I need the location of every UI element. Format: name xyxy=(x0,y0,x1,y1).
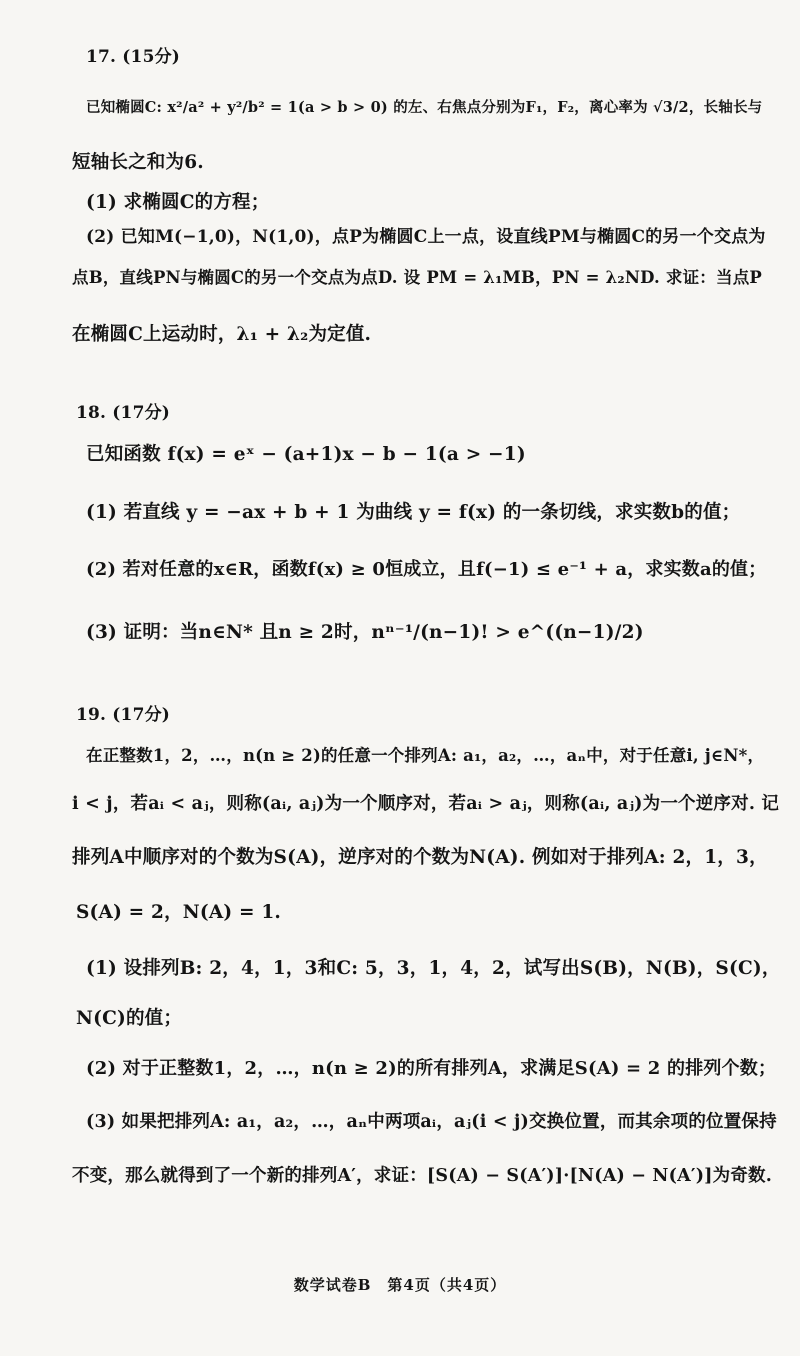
problem-17-part-2: (2) 已知M(−1,0)，N(1,0)，点P为椭圆C上一点，设直线PM与椭圆C的另一个交点为 xyxy=(86,227,766,247)
problem-19-line-1: 在正整数1，2，…，n(n ≥ 2)的任意一个排列A: a₁，a₂，…，aₙ中，对于任意i, j∈N*， xyxy=(86,746,765,765)
problem-19-part-1-cont: N(C)的值； xyxy=(76,1008,183,1029)
problem-18-line-1: 已知函数 f(x) = eˣ − (a+1)x − b − 1(a > −1) xyxy=(86,444,526,465)
problem-19-line-2: i < j，若aᵢ < aⱼ，则称(aᵢ, aⱼ)为一个顺序对，若aᵢ > aⱼ，则称(aᵢ, aⱼ)为一个逆序对. 记 xyxy=(72,794,780,814)
problem-19-line-4: S(A) = 2，N(A) = 1. xyxy=(76,902,282,923)
problem-19-part-3-cont: 不变，那么就得到了一个新的排列A′，求证：[S(A) − S(A′)]·[N(A) − N(A′)]为奇数. xyxy=(72,1166,773,1186)
problem-17-line-2: 短轴长之和为6. xyxy=(72,152,204,173)
problem-18-part-3: (3) 证明：当n∈N* 且n ≥ 2时，nⁿ⁻¹/(n−1)! > e^((n−1)/2) xyxy=(86,622,644,643)
problem-18-part-2: (2) 若对任意的x∈R，函数f(x) ≥ 0恒成立，且f(−1) ≤ e⁻¹ + a，求实数a的值； xyxy=(86,559,767,580)
problem-17-header: 17. (15分) xyxy=(86,47,181,67)
problem-17-part-1: (1) 求椭圆C的方程； xyxy=(86,192,270,213)
problem-17-part-2-cont-1: 点B，直线PN与椭圆C的另一个交点为点D. 设 PM = λ₁MB，PN = λ₂ND. 求证：当点P xyxy=(72,268,763,287)
page-footer: 数学试卷B 第4页（共4页） xyxy=(293,1276,507,1294)
problem-18-part-1: (1) 若直线 y = −ax + b + 1 为曲线 y = f(x) 的一条切线，求实数b的值； xyxy=(86,502,741,523)
problem-19-line-3: 排列A中顺序对的个数为S(A)，逆序对的个数为N(A). 例如对于排列A: 2，1，3， xyxy=(72,847,768,868)
problem-19-header: 19. (17分) xyxy=(76,705,171,725)
problem-18-header: 18. (17分) xyxy=(76,403,171,423)
problem-17-part-2-cont-2: 在椭圆C上运动时，λ₁ + λ₂为定值. xyxy=(72,324,372,345)
problem-19-part-2: (2) 对于正整数1，2，…，n(n ≥ 2)的所有排列A，求满足S(A) = 2 的排列个数； xyxy=(86,1058,777,1079)
problem-19-part-1: (1) 设排列B: 2，4，1，3和C: 5，3，1，4，2，试写出S(B)，N(B)，S(C)， xyxy=(86,958,781,979)
problem-17-line-1: 已知椭圆C: x²/a² + y²/b² = 1(a > b > 0) 的左、右焦点分别为F₁，F₂，离心率为 √3/2，长轴长与 xyxy=(86,99,763,116)
problem-19-part-3: (3) 如果把排列A: a₁，a₂，…，aₙ中两项aᵢ，aⱼ(i < j)交换位置，而其余项的位置保持 xyxy=(86,1112,777,1132)
